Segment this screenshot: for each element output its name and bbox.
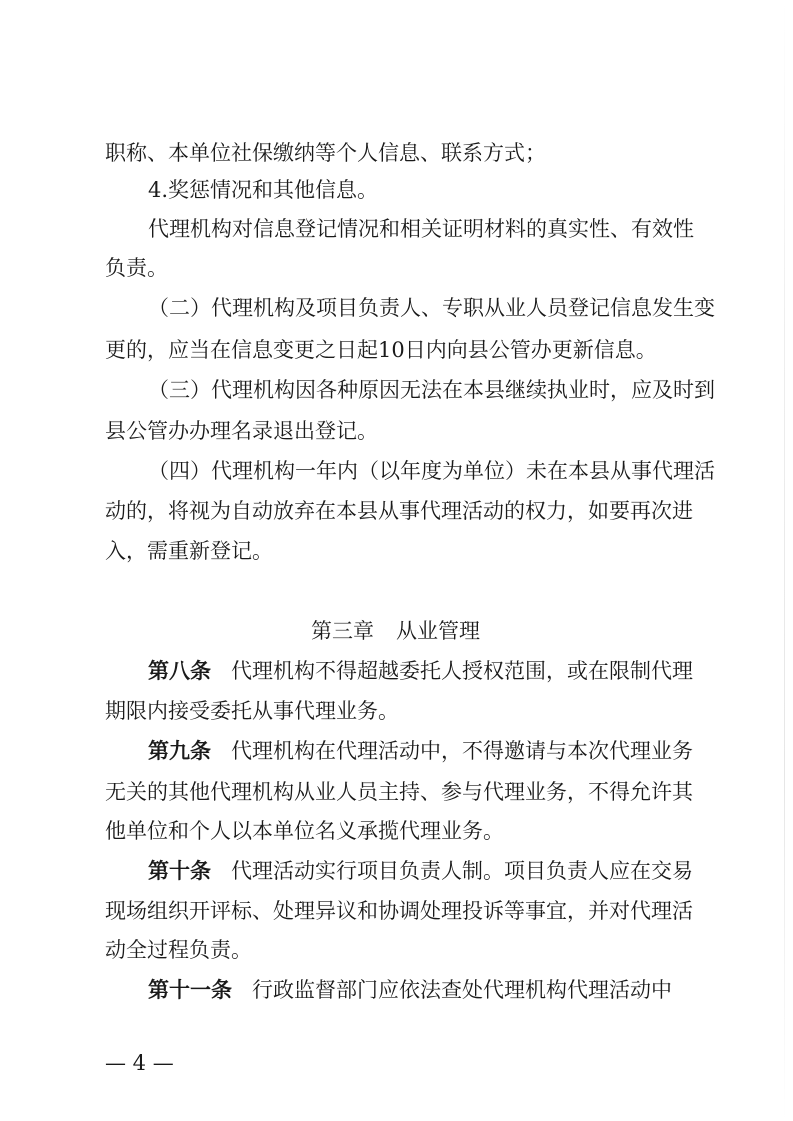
- article-11: [148, 977, 672, 1003]
- article-label: 第十条: [148, 859, 211, 883]
- article-text: 代理活动实行项目负责人制。项目负责人应在交易: [231, 859, 693, 883]
- article-10: [148, 858, 693, 884]
- body-line: 动的，将视为自动放弃在本县从事代理活动的权力，如要再次进: [105, 499, 693, 523]
- article-text: 代理机构不得超越委托人授权范围，或在限制代理: [231, 659, 693, 683]
- body-line: 4.奖惩情况和其他信息。: [148, 178, 379, 202]
- article-label: 第八条: [148, 659, 211, 683]
- article-8: [148, 658, 693, 684]
- body-line: 代理机构对信息登记情况和相关证明材料的真实性、有效性: [148, 217, 694, 241]
- body-line: 动全过程负责。: [105, 938, 252, 962]
- body-line: 负责。: [105, 256, 168, 280]
- body-line: 更的，应当在信息变更之日起10日内向县公管办更新信息。: [105, 338, 657, 362]
- scan-edge-line: [784, 0, 785, 1121]
- body-line: （三）代理机构因各种原因无法在本县继续执业时，应及时到: [148, 378, 715, 402]
- body-line: 现场组织开评标、处理异议和协调处理投诉等事宜，并对代理活: [105, 899, 693, 923]
- article-9: [148, 738, 693, 764]
- article-label: 第九条: [148, 739, 211, 763]
- body-line: 入，需重新登记。: [105, 539, 273, 563]
- body-line: 期限内接受委托从事代理业务。: [105, 699, 399, 723]
- chapter-number: 第三章: [311, 619, 374, 643]
- body-line: 县公管办办理名录退出登记。: [105, 419, 378, 443]
- body-line: 职称、本单位社保缴纳等个人信息、联系方式；: [105, 141, 546, 165]
- page-number: — 4 —: [105, 1051, 174, 1075]
- article-label: 第十一条: [148, 978, 232, 1002]
- body-line: （四）代理机构一年内（以年度为单位）未在本县从事代理活: [148, 459, 715, 483]
- body-line: 他单位和个人以本单位名义承揽代理业务。: [105, 819, 504, 843]
- article-text: 行政监督部门应依法查处代理机构代理活动中: [252, 978, 672, 1002]
- article-text: 代理机构在代理活动中，不得邀请与本次代理业务: [231, 739, 693, 763]
- body-line: （二）代理机构及项目负责人、专职从业人员登记信息发生变: [148, 296, 715, 320]
- chapter-title: 从业管理: [396, 619, 480, 643]
- body-line: 无关的其他代理机构从业人员主持、参与代理业务，不得允许其: [105, 780, 693, 804]
- chapter-heading: [311, 618, 480, 644]
